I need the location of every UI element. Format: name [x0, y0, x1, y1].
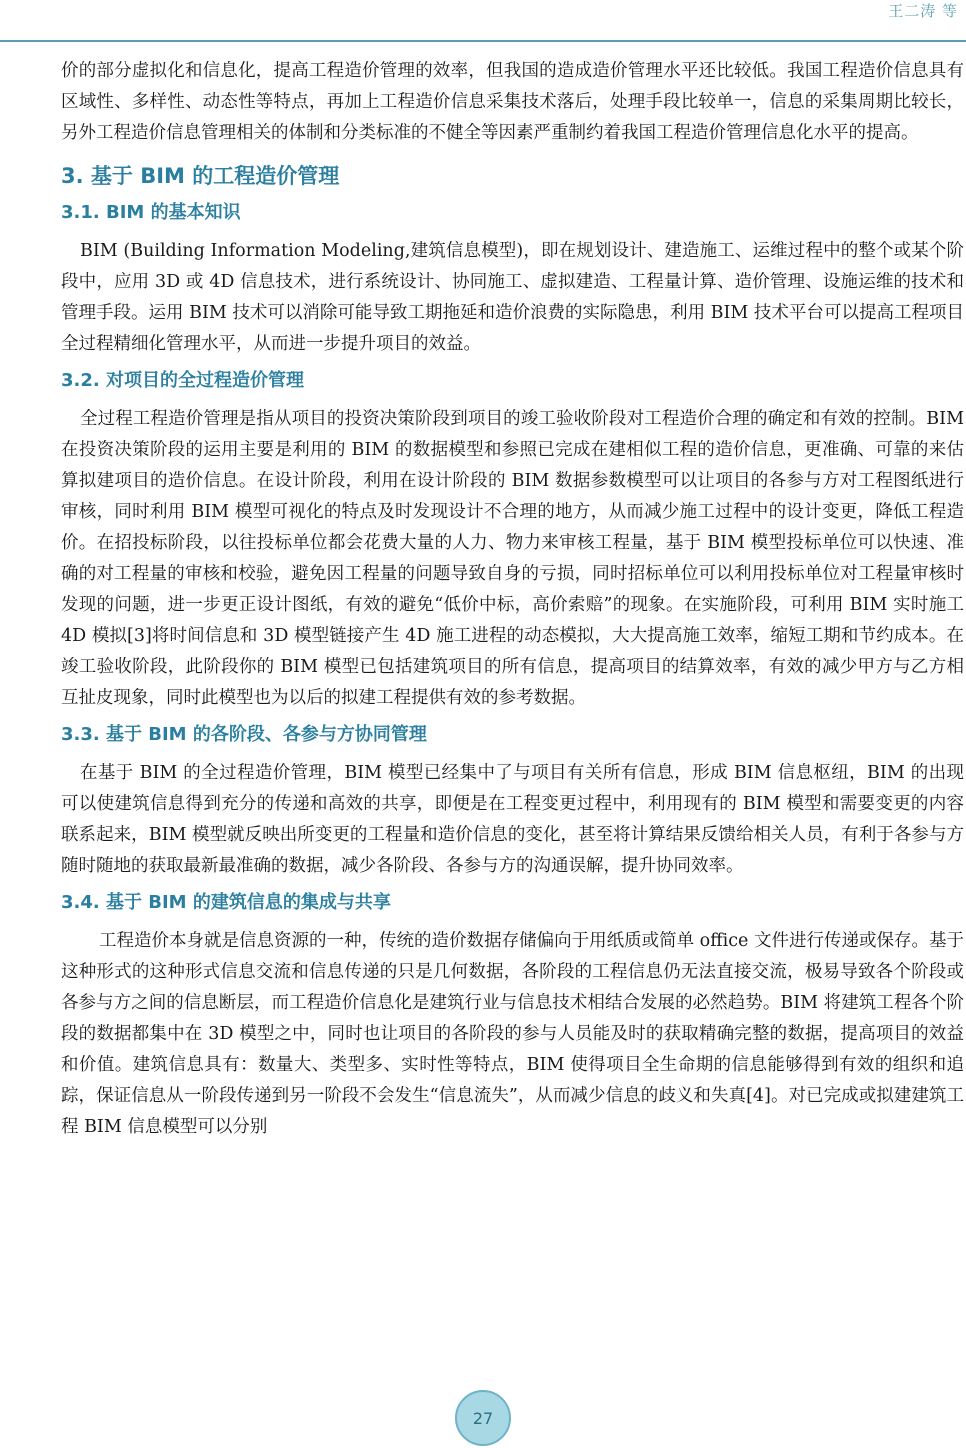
paragraph-bim-basics: BIM (Building Information Modeling,建筑信息模型)，即在规划设计、建造施工、运维过程中的整个或某个阶段中，应用 3D 或 4D 信息技术，进行系统设计、协同施工、虚拟建造、工程量计算、造价管理、设施运维的技术和管理手段。运用 BIM 技术可以消除可能导致工期拖延和造价浪费的实际隐患，利用 BIM 技术平台可以提高工程项目全过程精细化管理水平，从而进一步提升项目的效益。 [61, 241, 964, 354]
subsection-heading-3-4: 3.4. 基于 BIM 的建筑信息的集成与共享 [61, 892, 391, 913]
paragraph-integration: 工程造价本身就是信息资源的一种，传统的造价数据存储偏向于用纸质或简单 office 文件进行传递或保存。基于这种形式的这种形式信息交流和信息传递的只是几何数据，各阶段的工程信息仍无法直接交流，极易导致各个阶段或各参与方之间的信息断层，而工程造价信息化是建筑行业与信息技术相结合发展的必然趋势。BIM 将建筑工程各个阶段的数据都集中在 3D 模型之中，同时也让项目的各阶段的参与人员能及时的获取精确完整的数据，提高项目的效益和价值。建筑信息具有：数量大、类型多、实时性等特点，BIM 使得项目全生命期的信息能够得到有效的组织和追踪，保证信息从一阶段传递到另一阶段不会发生“信息流失”，从而减少信息的歧义和失真[4]。对已完成或拟建建筑工程 BIM 信息模型可以分别 [61, 931, 964, 1137]
page-number-badge: 27 [455, 1390, 511, 1446]
page-header [0, 0, 966, 42]
paragraph-collaboration: 在基于 BIM 的全过程造价管理，BIM 模型已经集中了与项目有关所有信息，形成 BIM 信息枢纽，BIM 的出现可以使建筑信息得到充分的传递和高效的共享，即便是在工程变更过程中，利用现有的 BIM 模型和需要变更的内容联系起来，BIM 模型就反映出所变更的工程量和造价信息的变化，甚至将计算结果反馈给相关人员，有利于各参与方随时随地的获取最新最准确的数据，减少各阶段、各参与方的沟通误解，提升协同效率。 [61, 763, 964, 876]
running-head-author: 王二涛 等 [888, 2, 958, 20]
paragraph-continued: 价的部分虚拟化和信息化，提高工程造价管理的效率，但我国的造成造价管理水平还比较低。我国工程造价信息具有区域性、多样性、动态性等特点，再加上工程造价信息采集技术落后，处理手段比较单一，信息的采集周期比较长，另外工程造价信息管理相关的体制和分类标准的不健全等因素严重制约着我国工程造价管理信息化水平的提高。 [61, 61, 964, 143]
subsection-heading-3-2: 3.2. 对项目的全过程造价管理 [61, 370, 304, 391]
section-heading-3: 3. 基于 BIM 的工程造价管理 [61, 164, 340, 188]
subsection-heading-3-1: 3.1. BIM 的基本知识 [61, 202, 241, 223]
subsection-heading-3-3: 3.3. 基于 BIM 的各阶段、各参与方协同管理 [61, 724, 427, 745]
paragraph-whole-process: 全过程工程造价管理是指从项目的投资决策阶段到项目的竣工验收阶段对工程造价合理的确定和有效的控制。BIM 在投资决策阶段的运用主要是利用的 BIM 的数据模型和参照已完成在建相似工程的造价信息，更准确、可靠的来估算拟建项目的造价信息。在设计阶段，利用在设计阶段的 BIM 数据参数模型可以让项目的各参与方对工程图纸进行审核，同时利用 BIM 模型可视化的特点及时发现设计不合理的地方，从而减少施工过程中的设计变更，降低工程造价。在招投标阶段，以往投标单位都会花费大量的人力、物力来审核工程量，基于 BIM 模型投标单位可以快速、准确的对工程量的审核和校验，避免因工程量的问题导致自身的亏损，同时招标单位可以利用投标单位对工程量审核时发现的问题，进一步更正设计图纸，有效的避免“低价中标，高价索赔”的现象。在实施阶段，可利用 BIM 实时施工 4D 模拟[3]将时间信息和 3D 模型链接产生 4D 施工进程的动态模拟，大大提高施工效率，缩短工期和节约成本。在竣工验收阶段，此阶段你的 BIM 模型已包括建筑项目的所有信息，提高项目的结算效率，有效的减少甲方与乙方相互扯皮现象，同时此模型也为以后的拟建工程提供有效的参考数据。 [61, 409, 964, 708]
article-body [61, 56, 964, 1143]
